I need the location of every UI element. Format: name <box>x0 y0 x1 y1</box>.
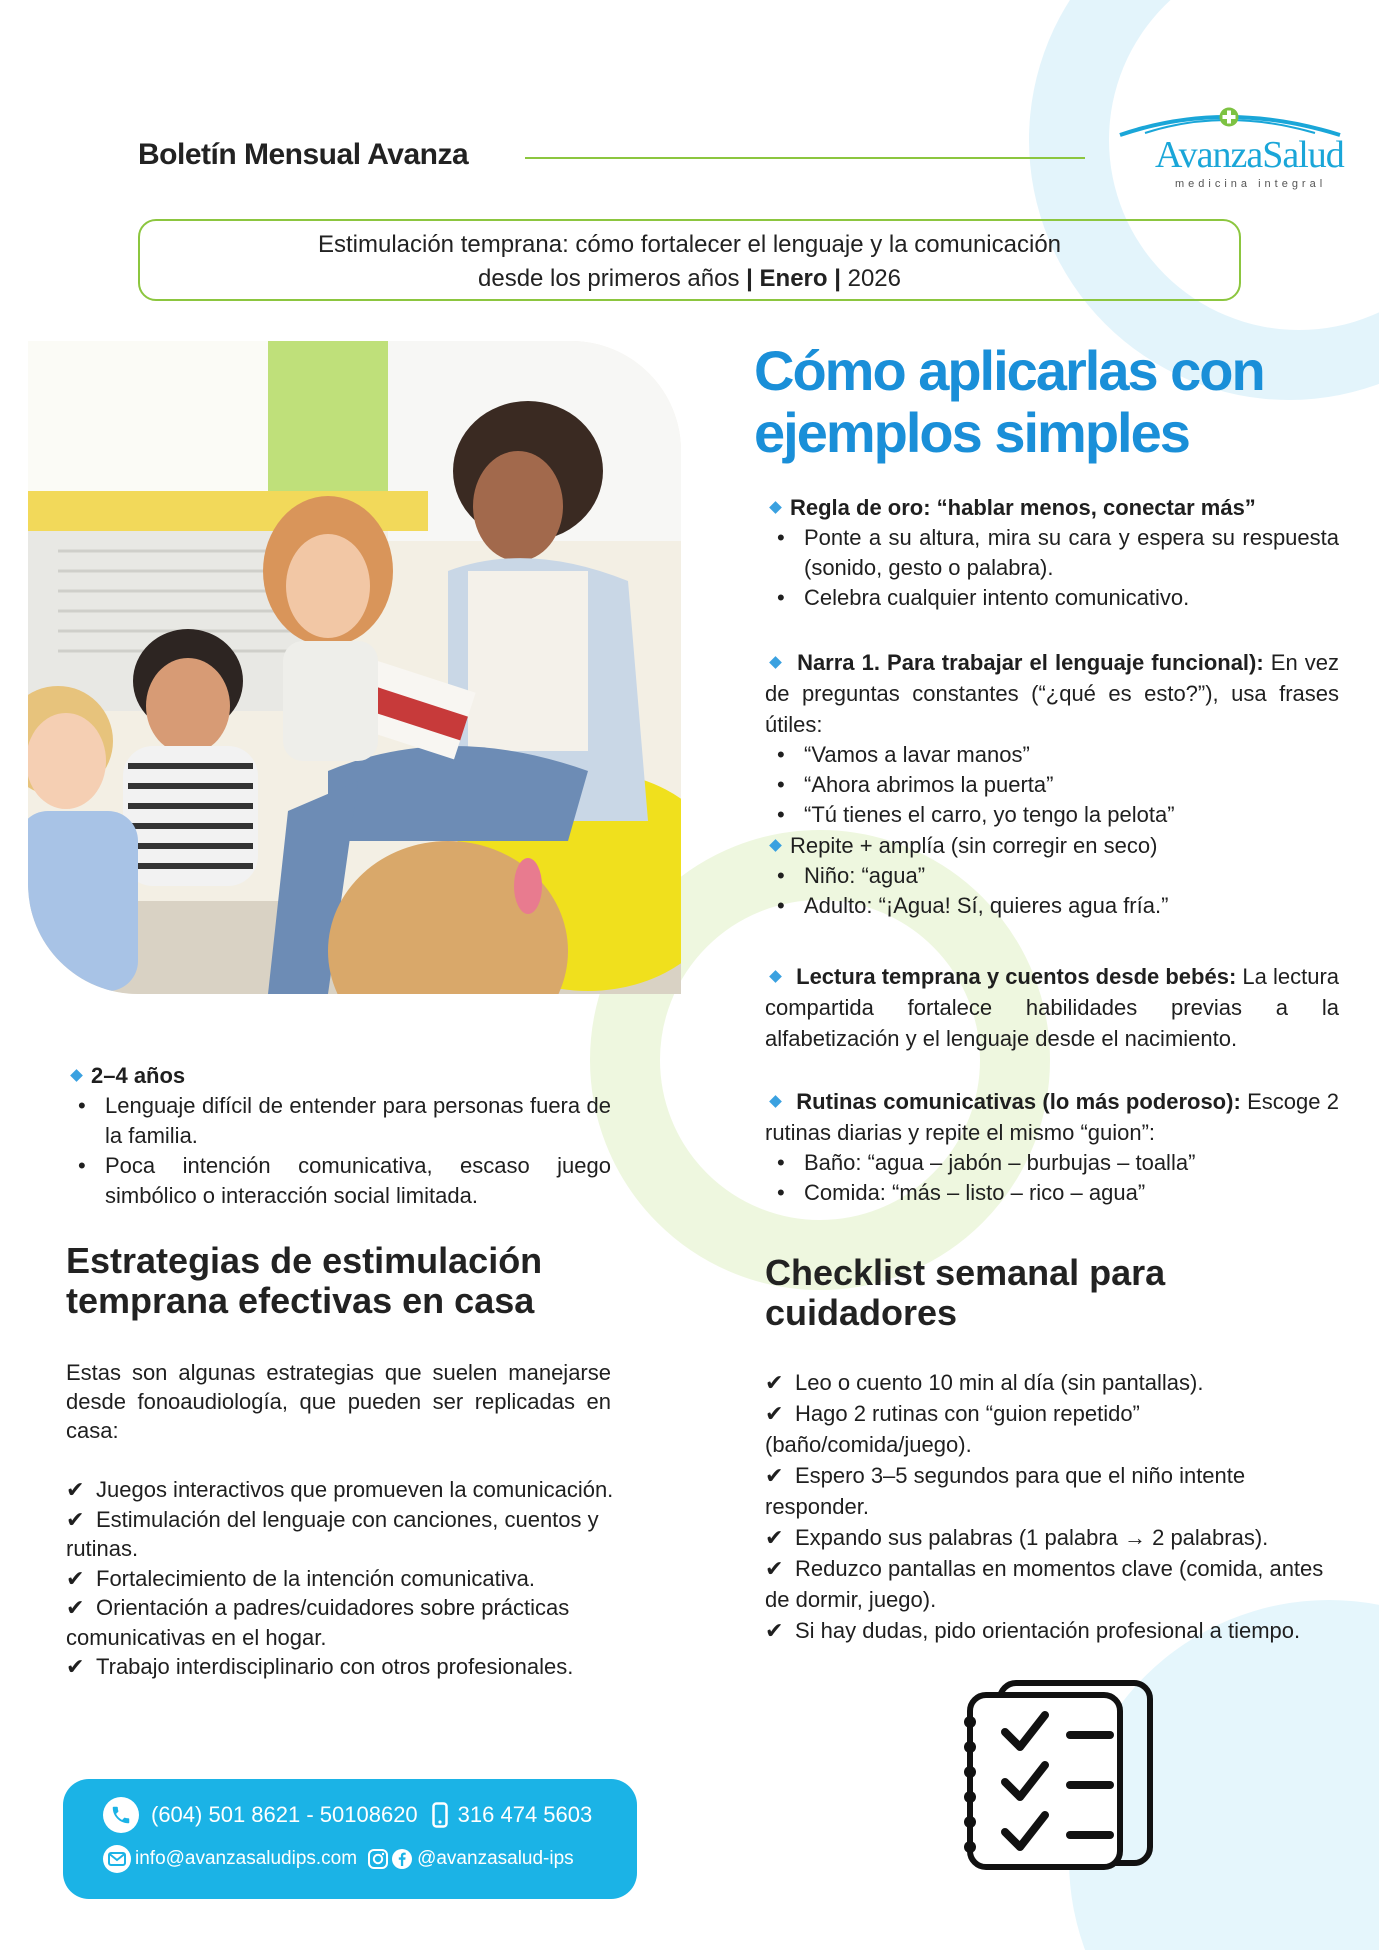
check-icon: ✔ <box>765 1618 784 1643</box>
list-item <box>765 1553 1325 1615</box>
logo-tagline: medicina integral <box>1175 178 1327 190</box>
diamond-bullet-icon <box>70 1069 83 1082</box>
checklist-text: Si hay dudas, pido orientación profesional a tiempo. <box>795 1618 1301 1643</box>
list-item: • Comida: “más – listo – rico – agua” <box>765 1178 1339 1208</box>
phone-icon <box>103 1797 139 1833</box>
subtitle-line-2-text: desde los primeros años <box>478 265 740 292</box>
list-item: • “Vamos a lavar manos” <box>765 740 1339 770</box>
diamond-bullet-icon <box>769 1095 782 1108</box>
list-item <box>765 1522 1325 1553</box>
checklist-title-line-2: cuidadores <box>765 1292 958 1333</box>
check-icon: ✔ <box>66 1654 85 1679</box>
golden-rule-list <box>765 523 1339 613</box>
instagram-icon[interactable] <box>367 1848 389 1870</box>
checklist-title <box>765 1253 1339 1333</box>
list-item: • “Tú tienes el carro, yo tengo la pelota” <box>765 800 1339 830</box>
main-section-title <box>754 340 1264 464</box>
strategies-intro: Estas son algunas estrategias que suelen manejarse desde fonoaudiología, que pueden ser replicadas en casa: <box>66 1360 611 1443</box>
email-address[interactable]: info@avanzasaludips.com <box>135 1848 358 1869</box>
repite-heading-text: Repite + amplía (sin corregir en seco) <box>790 833 1158 858</box>
brand-logo <box>1115 103 1345 193</box>
contact-footer <box>63 1779 637 1899</box>
check-icon: ✔ <box>765 1525 784 1550</box>
diamond-bullet-icon <box>769 501 782 514</box>
diamond-bullet-icon <box>769 970 782 983</box>
lectura-heading: Lectura temprana y cuentos desde bebés: <box>796 964 1237 989</box>
list-item <box>765 1367 1325 1398</box>
rutinas-section <box>765 1086 1339 1208</box>
checklist-text: Expando sus palabras (1 palabra → 2 palabras). <box>795 1525 1269 1550</box>
check-icon: ✔ <box>765 1370 784 1395</box>
lectura-paragraph <box>765 961 1339 1054</box>
logo-word-salud: Salud <box>1262 134 1344 176</box>
photo-illustration <box>28 341 681 994</box>
list-item <box>66 1593 626 1652</box>
age-2-4-section <box>66 1061 611 1211</box>
medical-cross-icon <box>1219 107 1239 127</box>
contact-phones-row <box>103 1797 592 1833</box>
repite-heading <box>765 830 1339 861</box>
strategy-text: Trabajo interdisciplinario con otros profesionales. <box>96 1654 574 1679</box>
check-icon: ✔ <box>765 1463 784 1488</box>
mobile-number[interactable]: 316 474 5603 <box>457 1802 593 1827</box>
list-item <box>765 1398 1325 1460</box>
main-title-line-2: ejemplos simples <box>754 401 1189 464</box>
subtitle-line-1: Estimulación temprana: cómo fortalecer el lenguaje y la comunicación <box>317 231 1062 258</box>
strategies-title-line-2: temprana efectivas en casa <box>66 1280 535 1321</box>
check-icon: ✔ <box>66 1506 85 1532</box>
narra-heading: Narra 1. Para trabajar el lenguaje funcional): <box>797 650 1264 675</box>
mobile-icon <box>432 1802 448 1828</box>
strategy-text: Juegos interactivos que promueven la comunicación. <box>96 1477 614 1502</box>
strategies-title-line-1: Estrategias de estimulación <box>66 1240 543 1281</box>
checklist-text: Leo o cuento 10 min al día (sin pantallas). <box>795 1370 1204 1395</box>
list-item: • Adulto: “¡Agua! Sí, quieres agua fría.” <box>765 891 1339 921</box>
list-item: • Lenguaje difícil de entender para personas fuera de la familia. <box>66 1091 611 1151</box>
newsletter-title: Boletín Mensual Avanza <box>138 138 469 171</box>
checklist-title-line-1: Checklist semanal para <box>765 1252 1166 1293</box>
rutinas-list <box>765 1148 1339 1208</box>
list-item: • Poca intención comunicativa, escaso juego simbólico o interacción social limitada. <box>66 1151 611 1211</box>
age-heading-text: 2–4 años <box>91 1063 186 1088</box>
list-item <box>66 1475 626 1505</box>
logo-word-avanza: Avanza <box>1155 134 1263 176</box>
email-icon <box>103 1845 131 1873</box>
checklist-text: Espero 3–5 segundos para que el niño intente responder. <box>765 1463 1246 1519</box>
diamond-bullet-icon <box>769 656 782 669</box>
checklist-clipboard-icon <box>960 1677 1160 1872</box>
list-item <box>765 1615 1325 1646</box>
narra-phrase-list <box>765 740 1339 830</box>
strategies-checklist <box>66 1475 626 1682</box>
check-icon: ✔ <box>66 1477 85 1502</box>
social-handle[interactable]: @avanzasalud-ips <box>417 1848 574 1869</box>
list-item: • Ponte a su altura, mira su cara y espera su respuesta (sonido, gesto o palabra). <box>765 523 1339 583</box>
list-item: • Baño: “agua – jabón – burbujas – toalla” <box>765 1148 1339 1178</box>
logo-wordmark <box>1155 133 1344 177</box>
narra-paragraph <box>765 647 1339 740</box>
narra-section <box>765 647 1339 921</box>
check-icon: ✔ <box>765 1401 784 1426</box>
checklist-text: Reduzco pantallas en momentos clave (comida, antes de dormir, juego). <box>765 1556 1324 1612</box>
lectura-text: La lectura compartida fortalece habilidades previas a la alfabetización y el lenguaje desde el nacimiento. <box>765 964 1340 1051</box>
list-item <box>66 1505 626 1564</box>
header-divider <box>525 157 1085 159</box>
list-item <box>66 1564 626 1594</box>
strategy-text: Orientación a padres/cuidadores sobre prácticas comunicativas en el hogar. <box>66 1595 570 1650</box>
age-heading <box>66 1061 611 1091</box>
weekly-checklist <box>765 1367 1325 1646</box>
subtitle-month: Enero <box>759 265 828 292</box>
narra-text: En vez de preguntas constantes (“¿qué es esto?”), usa frases útiles: <box>765 650 1339 737</box>
subtitle-separator: | <box>834 265 841 292</box>
main-title-line-1: Cómo aplicarlas con <box>754 339 1264 402</box>
golden-rule-heading-text: Regla de oro: “hablar menos, conectar más” <box>790 495 1256 520</box>
list-item: • “Ahora abrimos la puerta” <box>765 770 1339 800</box>
rutinas-text: Escoge 2 rutinas diarias y repite el mismo “guion”: <box>765 1089 1339 1145</box>
strategy-text: Estimulación del lenguaje con canciones, cuentos y rutinas. <box>66 1506 599 1561</box>
age-bullet-list <box>66 1091 611 1211</box>
classroom-reading-photo <box>28 341 681 994</box>
subtitle-separator: | <box>746 265 753 292</box>
golden-rule-heading <box>765 492 1339 523</box>
list-item <box>66 1652 626 1682</box>
checklist-text: Hago 2 rutinas con “guion repetido” (baño/comida/juego). <box>765 1401 1140 1457</box>
list-item: • Niño: “agua” <box>765 861 1339 891</box>
diamond-bullet-icon <box>769 839 782 852</box>
facebook-icon[interactable] <box>391 1848 413 1870</box>
list-item <box>765 1460 1325 1522</box>
subtitle-line-2 <box>140 262 1239 296</box>
strategy-text: Fortalecimiento de la intención comunicativa. <box>96 1565 536 1591</box>
check-icon: ✔ <box>765 1556 784 1581</box>
check-icon: ✔ <box>66 1595 85 1620</box>
subtitle-year: 2026 <box>847 265 901 292</box>
issue-subtitle-box <box>138 219 1241 301</box>
check-icon: ✔ <box>66 1565 85 1591</box>
phone-numbers[interactable]: (604) 501 8621 - 50108620 <box>151 1802 418 1827</box>
rutinas-paragraph <box>765 1086 1339 1148</box>
lectura-section <box>765 961 1339 1054</box>
strategies-title <box>66 1241 611 1321</box>
list-item: • Celebra cualquier intento comunicativo. <box>765 583 1339 613</box>
golden-rule-section <box>765 492 1339 613</box>
repite-example-list <box>765 861 1339 921</box>
rutinas-heading: Rutinas comunicativas (lo más poderoso): <box>796 1089 1241 1114</box>
contact-online-row <box>103 1845 574 1873</box>
